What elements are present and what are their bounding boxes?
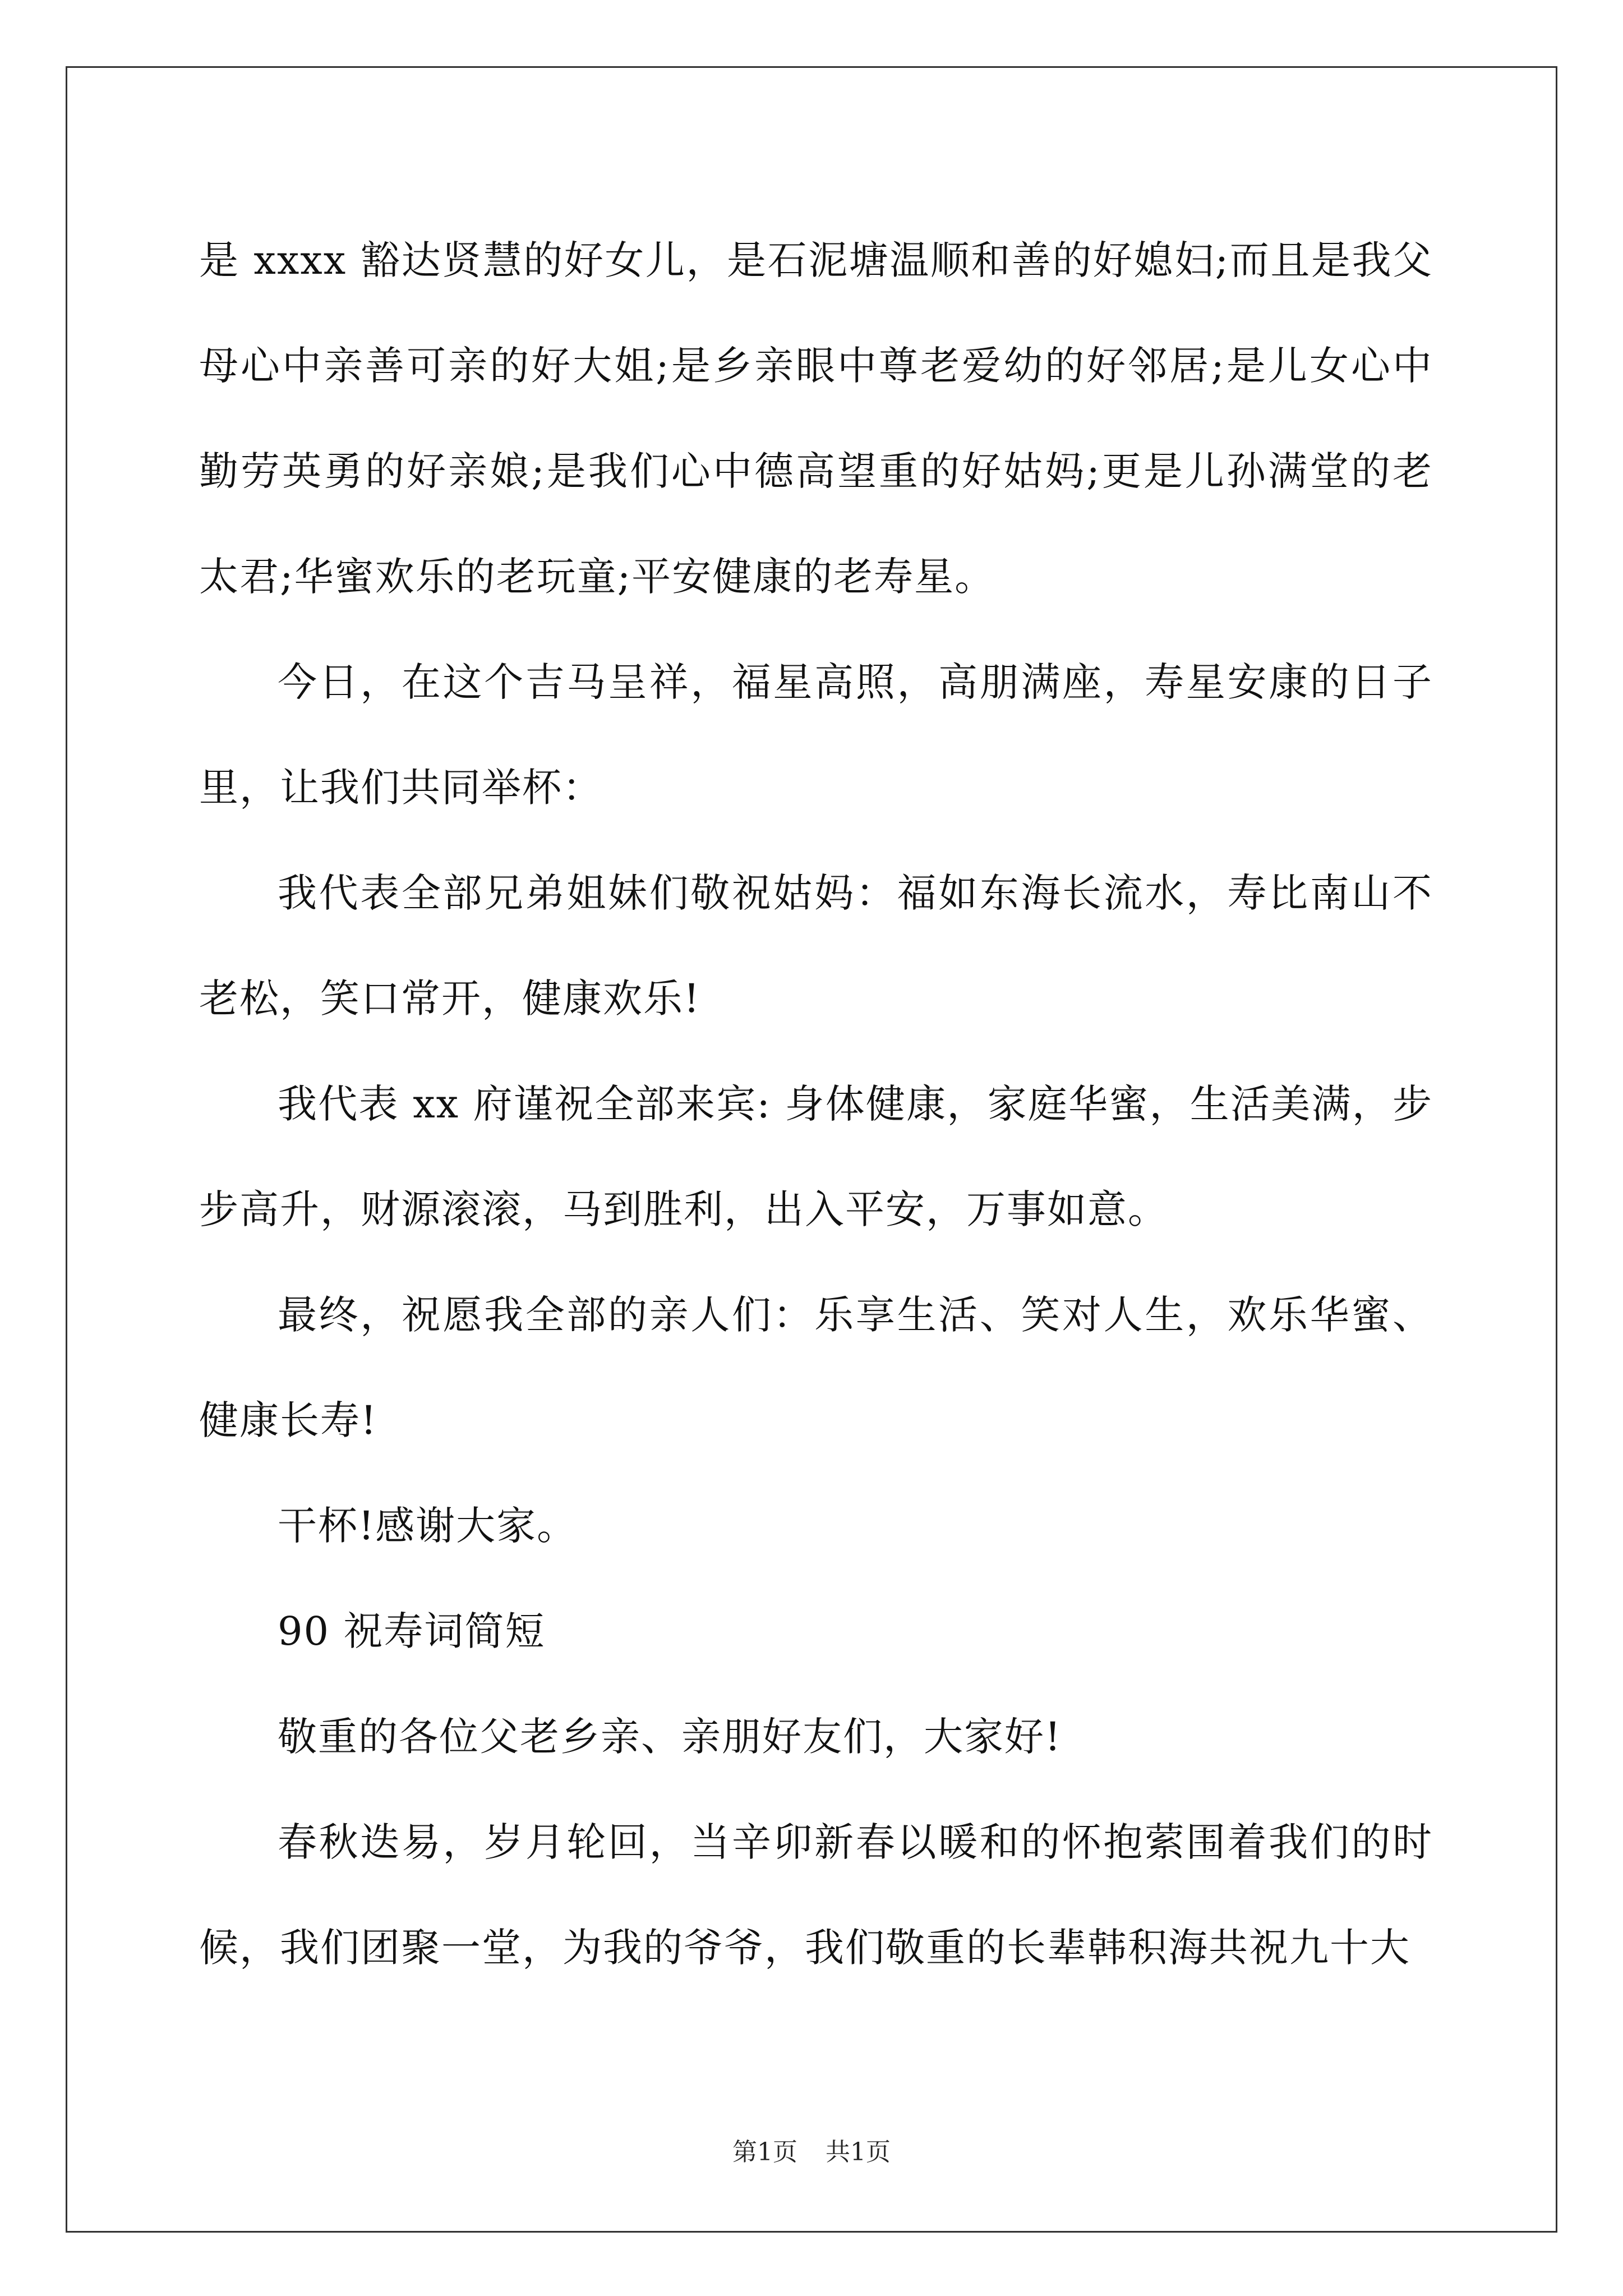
page-total: 共1页 <box>826 2138 891 2166</box>
page-footer <box>0 2132 1623 2168</box>
section-heading: 90 祝寿词简短 <box>278 1608 546 1654</box>
paragraph-2: 今日，在这个吉马呈祥，福星高照，高朋满座，寿星安康的日子里，让我们共同举杯： <box>199 659 1433 811</box>
document-body <box>199 208 1433 2000</box>
paragraph-8: 春秋迭易，岁月轮回，当辛卯新春以暖和的怀抱萦围着我们的时候，我们团聚一堂，为我的爷爷，我们敬重的长辈韩积海共祝九十大 <box>199 1819 1433 1971</box>
page-number: 第1页 <box>732 2138 797 2166</box>
paragraph-5: 最终，祝愿我全部的亲人们：乐享生活、笑对人生，欢乐华蜜、健康长寿! <box>199 1292 1433 1443</box>
paragraph-6: 干杯!感谢大家。 <box>278 1503 578 1549</box>
paragraph-7: 敬重的各位父老乡亲、亲朋好友们，大家好! <box>278 1714 1062 1760</box>
paragraph-1: 是 xxxx 豁达贤慧的好女儿，是石泥塘温顺和善的好媳妇;而且是我父母心中亲善可亲的好大姐;是乡亲眼中尊老爱幼的好邻居;是儿女心中勤劳英勇的好亲娘;是我们心中德高望重的好姑妈;更是儿孙满堂的老太君;华蜜欢乐的老玩童;平安健康的老寿星。 <box>199 237 1433 600</box>
paragraph-4: 我代表 xx 府谨祝全部来宾: 身体健康，家庭华蜜，生活美满，步步高升，财源滚滚，马到胜利，出入平安，万事如意。 <box>199 1081 1433 1232</box>
paragraph-3: 我代表全部兄弟姐妹们敬祝姑妈：福如东海长流水，寿比南山不老松，笑口常开，健康欢乐! <box>199 870 1433 1022</box>
